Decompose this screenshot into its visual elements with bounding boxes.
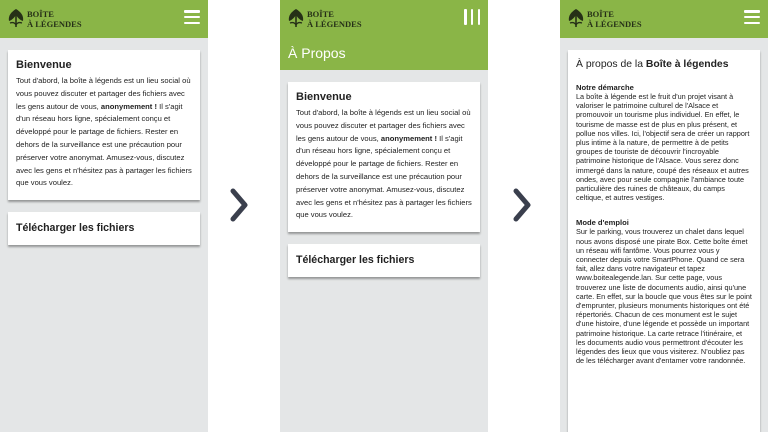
logo[interactable] <box>566 6 646 32</box>
section-text-instructions: Sur le parking, vous trouverez un chalet dans lequel nous avons disposé une pirate Box. Cette boîte émet un réseau wifi fantôme. Vous pourrez vous y connecter depuis votre SmartPhone. Quand ce sera fait, allez dans votre navigateur et tapez www.boitealegende.lan. Sur cette page, vous trouverez une liste de documents audio, ainsi qu'une carte. En effet, sur la boucle que vous êtes sur le point d'emprunter, plusieurs monuments historiques ont été répertoriés. Chacun de ces monument est le sujet d'une histoire, d'une légende et possède un important patrimoine historique. La carte retrace l'itinéraire, et les documents audio vous permettront d'écouter les légendes des lieux que vous visiterez. N'oubliez pas de les télécharger avant d'entamer votre randonnée. <box>576 227 752 366</box>
chevron-right-icon[interactable] <box>512 188 532 222</box>
leaf-logo-icon <box>566 8 586 28</box>
logo-line-1: BOÎTE <box>307 9 334 19</box>
about-title <box>576 59 752 71</box>
menu-vertical-bars-icon[interactable] <box>464 9 480 25</box>
welcome-text-end: Il s'agit d'un réseau hors ligne, spécialement conçu et développé pour le partage de fichiers. Rester en dehors de la surveillance est une précaution pour préserver votre anonymat. Amusez-vous, discutez avec les gens et n'hésitez pas à partager les fichiers que vous voulez. <box>296 133 472 220</box>
section-text-approach: La boîte à légende est le fruit d'un projet visant à valoriser le patrimoine culturel de l'Alsace et promouvoir un tourisme plus individuel. En effet, le tourisme de masse est de plus en plus présent, et pollue nos villes. Ici, l'objectif sera de créer un rapport plus intime à la nature, de permettre à de petits groupes de touriste de découvrir l'incroyable patrimoine historique de l'Alsace. Vous serez donc immergé dans la nature, coupé des réseaux et autres ondes, avec pour seule compagnie l'ambiance toute particulière des ruines de châteaux, du camps celtique, et autres vestiges. <box>576 92 750 203</box>
welcome-text-start: Tout d'abord, la boîte à légends est un lieu social où vous pouvez discuter et partager des fichiers avec les gens autour de vous, <box>296 108 471 143</box>
top-bar <box>0 0 208 38</box>
about-card <box>568 50 760 432</box>
logo-text <box>27 9 82 29</box>
chevron-right-icon[interactable] <box>229 188 249 222</box>
welcome-title: Bienvenue <box>296 91 352 103</box>
logo-text <box>587 9 642 29</box>
leaf-logo-icon <box>6 8 26 28</box>
top-bar <box>560 0 768 38</box>
logo-line-2: À LÉGENDES <box>307 19 362 29</box>
welcome-text <box>296 107 472 222</box>
download-files-button[interactable] <box>8 212 200 245</box>
download-files-label: Télécharger les fichiers <box>16 222 135 235</box>
logo-line-1: BOÎTE <box>587 9 614 19</box>
hamburger-menu-icon[interactable] <box>744 10 760 24</box>
screen-home <box>0 0 208 432</box>
welcome-card <box>8 50 200 200</box>
screen-about <box>560 0 768 432</box>
hamburger-menu-icon[interactable] <box>184 10 200 24</box>
download-files-label: Télécharger les fichiers <box>296 254 415 267</box>
logo-line-2: À LÉGENDES <box>587 19 642 29</box>
about-title-prefix: À propos de la <box>576 59 646 70</box>
leaf-logo-icon <box>286 8 306 28</box>
welcome-text-bold: anonymement ! <box>380 133 437 143</box>
logo[interactable] <box>6 6 86 32</box>
logo-text <box>307 9 362 29</box>
welcome-text-bold: anonymement ! <box>100 101 157 111</box>
menu-item-about[interactable]: À Propos <box>280 38 488 70</box>
logo-line-2: À LÉGENDES <box>27 19 82 29</box>
screen-menu-open <box>280 0 488 432</box>
download-files-button[interactable] <box>288 244 480 277</box>
logo-line-1: BOÎTE <box>27 9 54 19</box>
welcome-text-start: Tout d'abord, la boîte à légends est un lieu social où vous pouvez discuter et partager des fichiers avec les gens autour de vous, <box>16 76 191 111</box>
welcome-text-end: Il s'agit d'un réseau hors ligne, spécialement conçu et développé pour le partage de fichiers. Rester en dehors de la surveillance est une précaution pour préserver votre anonymat. Amusez-vous, discutez avec les gens et n'hésitez pas à partager les fichiers que vous voulez. <box>16 101 192 188</box>
logo[interactable] <box>286 6 366 32</box>
about-title-bold: Boîte à légendes <box>645 59 729 70</box>
welcome-card <box>288 82 480 232</box>
welcome-text <box>16 75 192 190</box>
section-title-instructions: Mode d'emploi <box>576 218 629 228</box>
welcome-title: Bienvenue <box>16 59 72 71</box>
section-title-approach: Notre démarche <box>576 83 634 92</box>
top-bar <box>280 0 488 38</box>
